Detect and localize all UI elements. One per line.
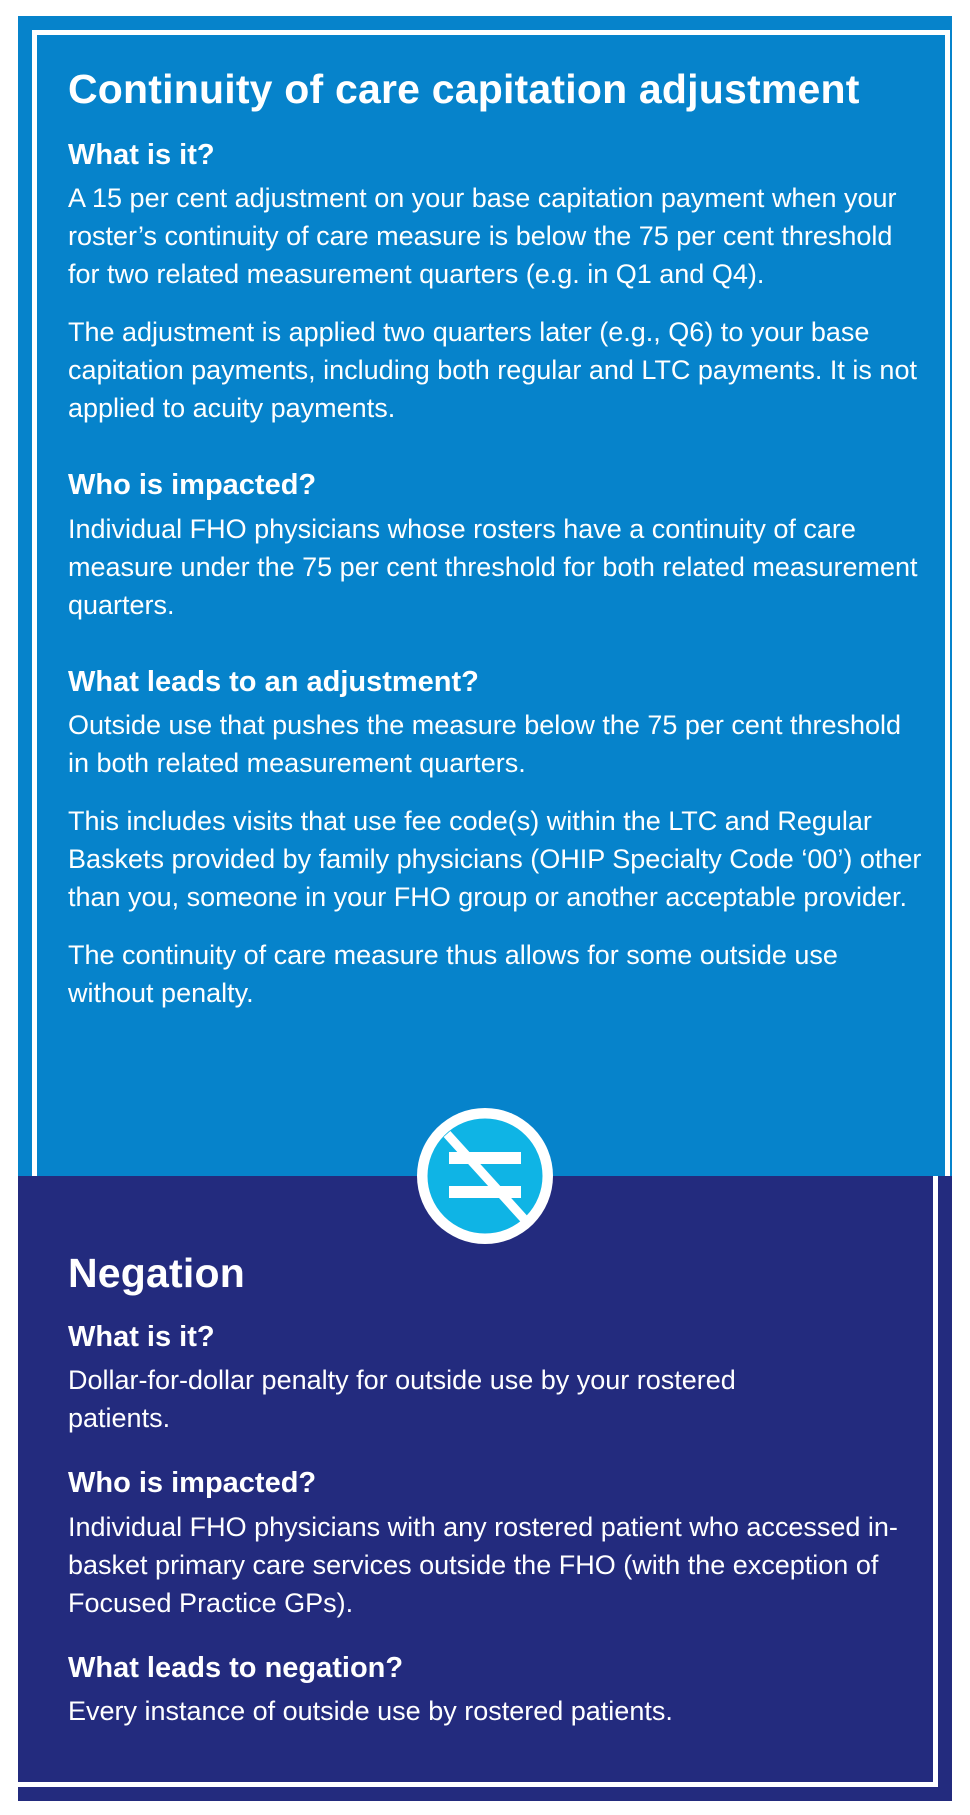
continuity-who-section <box>68 467 938 623</box>
negation-content <box>68 1250 938 1758</box>
continuity-leads-section <box>68 664 938 1012</box>
negation-what-text: Dollar-for-dollar penalty for outside use by your rostered patients. <box>68 1365 736 1434</box>
continuity-content <box>68 66 938 1012</box>
continuity-what-text-1: A 15 per cent adjustment on your base capitation payment when your roster’s continuity of care measure is below the 75 per cent threshold for two related measurement quarters (e.g. in Q1 and Q4). <box>68 183 897 290</box>
continuity-what-heading: What is it? <box>68 139 215 172</box>
negation-section <box>18 1176 952 1801</box>
negation-who-section <box>68 1465 938 1621</box>
negation-who-heading: Who is impacted? <box>68 1467 317 1500</box>
continuity-who-text: Individual FHO physicians whose rosters have a continuity of care measure under the 75 per cent threshold for both related measurement quarters. <box>68 513 918 620</box>
continuity-what-text-2: The adjustment is applied two quarters later (e.g., Q6) to your base capitation payments, including both regular and LTC payments. It is not applied to acuity payments. <box>68 317 917 424</box>
continuity-leads-heading: What leads to an adjustment? <box>68 665 479 698</box>
continuity-title: Continuity of care capitation adjustment <box>68 66 860 112</box>
continuity-leads-text-2: This includes visits that use fee code(s) within the LTC and Regular Baskets provided by family physicians (OHIP Specialty Code ‘00’) other than you, someone in your FHO group or another acceptable provider. <box>68 805 922 912</box>
continuity-leads-text-1: Outside use that pushes the measure below the 75 per cent threshold in both related measurement quarters. <box>68 709 902 778</box>
negation-what-heading: What is it? <box>68 1321 215 1354</box>
negation-title: Negation <box>68 1250 245 1296</box>
negation-leads-text: Every instance of outside use by rostered patients. <box>68 1695 673 1726</box>
continuity-what-section <box>68 137 938 427</box>
negation-who-text: Individual FHO physicians with any rostered patient who accessed in-basket primary care services outside the FHO (with the exception of Focused Practice GPs). <box>68 1511 898 1618</box>
continuity-leads-text-3: The continuity of care measure thus allows for some outside use without penalty. <box>68 939 838 1008</box>
continuity-section <box>18 16 952 1176</box>
negation-leads-section <box>68 1650 938 1730</box>
not-equal-icon <box>417 1108 553 1244</box>
continuity-who-heading: Who is impacted? <box>68 469 317 502</box>
negation-leads-heading: What leads to negation? <box>68 1651 404 1684</box>
negation-what-section <box>68 1319 938 1437</box>
